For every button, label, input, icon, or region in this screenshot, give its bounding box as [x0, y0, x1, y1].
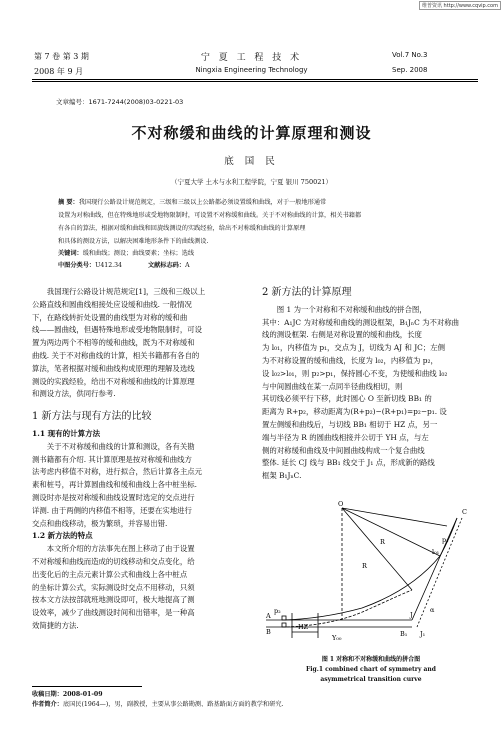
text-line: 曲线. 关于不对称曲线的计算，相关书籍都有各自的 — [32, 350, 200, 360]
clc-value: U412.34 — [95, 262, 122, 269]
label-c: C — [462, 508, 467, 516]
label-b1: B₁ — [400, 630, 408, 638]
text-line: 效简捷的方法. — [32, 620, 79, 630]
section-1-2-heading: 1.2 新方法的特点 — [32, 531, 93, 541]
author-name: 底 国 民 — [224, 156, 279, 167]
text-line: 和测设方法，供同行参考. — [32, 389, 116, 399]
text-line: 置为两边两个不相等的缓和曲线，既为不对称缓和 — [32, 338, 195, 348]
section-1-heading: 1 新方法与现有方法的比较 — [32, 411, 152, 423]
radius-line — [342, 508, 447, 526]
author-bio-label: 作者简介： — [32, 701, 63, 708]
header-volume: 第 7 卷 第 3 期 — [34, 52, 89, 61]
text-line: 不对称缓和曲线而造成的切线移动和交点变化，给 — [32, 556, 195, 566]
label-l01: l₀₁ — [432, 548, 440, 556]
text-line: 线——圆曲线，但遇特殊地形或受地物限制时，可设 — [32, 325, 202, 335]
abstract-line: 设置为对称曲线，但在特殊地形或受地物限制时，可设置不对称缓和曲线。关于不对称曲线的计算，相关书籍都 — [58, 212, 362, 219]
header-volume-en: Vol.7 No.3 — [392, 51, 428, 59]
text-line: 侧的对称缓和曲线及中间圆曲线构成一个复合曲线 — [262, 445, 425, 455]
abstract — [58, 196, 450, 248]
header-date-en: Sep. 2008 — [392, 66, 428, 74]
header-journal-en: Ningxia Engineering Technology — [195, 66, 308, 74]
text-line: 测设时亦是按对称缓和曲线设置时选定的交点进行 — [32, 492, 195, 502]
text-line: 整体. 延长 CJ 线与 BB₁ 线交于 J₁ 点，形成新的路线 — [262, 458, 435, 468]
section-1-1-paragraph — [32, 441, 250, 531]
intro-paragraph — [32, 286, 250, 401]
label-o: O — [338, 500, 344, 508]
text-line: 其切线必须平行下移，此时圆心 O 至新切线 BB₁ 的 — [262, 394, 432, 404]
text-line: 出变化后的主点元素计算公式和曲线上各中桩点 — [32, 569, 188, 579]
clc-label: 中图分类号： — [58, 262, 96, 269]
text-line: 交点和曲线移动，极为繁琐，并容易出错. — [32, 518, 168, 528]
text-line: 我国现行公路设计规范规定[1]，三级和三级以上 — [46, 287, 206, 296]
curve-symmetric — [282, 518, 457, 620]
article-number: 文章编号：1671-7244(2008)03-0221-03 — [56, 98, 184, 106]
label-r: R — [380, 538, 385, 546]
point-marker — [282, 623, 286, 627]
label-a: A — [266, 612, 271, 620]
caption-en-1: Fig.1 combined chart of symmetry and — [306, 666, 436, 673]
text-line: 框架 B₁JₙC. — [262, 471, 302, 481]
section-1-1-heading: 1.1 现有的计算方法 — [32, 428, 101, 438]
received-date: 收稿日期：2008-01-09 — [32, 691, 103, 698]
tangent-line-jc — [412, 518, 457, 620]
label-alpha: α — [430, 606, 435, 614]
text-line: 法考虑内移值不对称，进行拟合，然后计算各主点元 — [32, 467, 202, 477]
abstract-label: 摘 要： — [58, 199, 79, 206]
header-rule — [32, 79, 478, 80]
abstract-line: 和具体的测设方法，以解决困难地形条件下的曲线测设. — [58, 238, 209, 245]
text-line: 公路直线和圆曲线相接处应设缓和曲线. 一般情况 — [32, 299, 192, 309]
figure-1-diagram — [262, 498, 480, 650]
text-line: 距离为 R+p₂，移动距离为(R+p₂)−(R+p₁)=p₂−p₁. 设 — [262, 407, 447, 417]
text-line: 下，在路线转折处设置的曲线型为对称的缓和曲 — [32, 312, 188, 322]
left-column — [32, 286, 250, 633]
caption-en-2: asymmetrical transition curve — [320, 676, 422, 683]
doc-code-value: A — [185, 262, 190, 269]
right-column — [262, 287, 480, 483]
label-y00: Y₀₀ — [332, 634, 342, 642]
text-line: 与中间圆曲线在某一点同半径曲线相切，则 — [262, 381, 403, 391]
radius-line — [342, 508, 412, 590]
section-2-heading: 2 新方法的计算原理 — [262, 287, 352, 298]
label-hz: HZ — [298, 623, 309, 631]
text-line: 测书籍都有介绍. 其计算原理是按对称缓和曲线方 — [32, 454, 192, 464]
label-b: B — [266, 628, 271, 636]
text-line: 算法，笔者根据对缓和曲线构成原理的理解及选线 — [32, 363, 195, 373]
text-line: 素和桩号，再计算圆曲线和缓和曲线上各中桩坐标. — [32, 480, 197, 490]
label-r: R — [362, 562, 367, 570]
text-line: 设 l₀₂>l₀₁，则 p₂>p₁，保持圆心不变，为使缓和曲线 l₀₂ — [262, 368, 448, 378]
text-line: 为 l₀₁，内移值为 p₁，交点为 J，切线为 AJ 和 JC；左侧 — [262, 343, 445, 353]
abstract-line: 有各自的算法，根据对缓和曲线和回旋线测设的实践经验，给出不对称缓和曲线的计算原理 — [58, 225, 306, 232]
footnote-rule — [32, 686, 142, 687]
header-journal-cn: 宁 夏 工 程 技 术 — [200, 53, 303, 63]
text-line: 线的测设框架. 右侧是对称设置的缓和曲线，长度 — [262, 330, 422, 340]
curve-asymmetric — [282, 590, 412, 627]
text-line: 按本文方法按部就班地测设即可，极大地提高了测 — [32, 595, 195, 605]
section-2-paragraph — [262, 304, 480, 483]
text-line: 的坐标计算公式，实际测设时交点不用移动，只须 — [32, 582, 195, 592]
text-line: 端与半径为 R 的圆曲线相接并公切于 YH 点，与左 — [262, 432, 429, 442]
text-line: 其中：A₁JC 为对称缓和曲线的测设框架，B₁JₙC 为不对称曲 — [262, 317, 460, 327]
keywords-label: 关键词： — [58, 250, 83, 257]
header-rule-2 — [32, 81, 478, 82]
text-line: 关于不对称缓和曲线的计算和测设，各有关勘 — [46, 441, 195, 451]
figure-caption — [262, 655, 480, 685]
label-p1: p₁ — [442, 536, 449, 544]
caption-cn: 图 1 对称和不对称缓和曲线的拼合图 — [321, 656, 421, 663]
keywords — [58, 248, 450, 272]
author-bio: 底国民(1964—)，男，副教授，主要从事公路勘测、路基路面方面的教学和研究. — [62, 701, 284, 708]
label-j: J — [410, 611, 413, 619]
doc-code-label: 文献标志码： — [147, 262, 186, 269]
text-line: 置左侧缓和曲线后，与切线 BB₁ 相切于 HZ 点，另一 — [262, 419, 438, 429]
point-marker — [282, 616, 286, 620]
label-j1: J₁ — [420, 630, 426, 638]
radius-line — [342, 508, 440, 556]
affiliation: （宁夏大学 土木与水利工程学院，宁夏 银川 750021） — [170, 178, 332, 186]
text-line: 图 1 为一个对称和不对称缓和曲线的拼合图， — [276, 304, 427, 314]
section-1-2-paragraph — [32, 543, 250, 633]
header-date: 2008 年 9 月 — [34, 67, 84, 76]
text-line: 本文所介绍的方法事先在图上移动了由于设置 — [46, 544, 195, 554]
text-line: 为不对称设置的缓和曲线，长度为 l₀₂，内移值为 p₂， — [262, 355, 438, 365]
abstract-line: 我国现行公路设计规范规定，三级和三级以上公路都必须设置缓和曲线，对于一般地形通常 — [78, 199, 327, 206]
paper-title: 不对称缓和曲线的计算原理和测设 — [131, 124, 372, 142]
text-line: 详测. 由于两侧的内移值不相等，还要在实地进行 — [32, 505, 192, 515]
text-line: 测设的实践经验，给出不对称缓和曲线的计算原理 — [32, 376, 195, 386]
keywords-text: 缓和曲线；测设；曲线要素；坐标；选线 — [82, 250, 195, 257]
watermark: 维普资讯 http://www.cqvip.com — [419, 1, 501, 10]
label-p2: p₂ — [274, 607, 281, 615]
footnote — [32, 690, 478, 710]
text-line: 设效率，减少了曲线测设时间和出错率，是一种高 — [32, 608, 195, 618]
